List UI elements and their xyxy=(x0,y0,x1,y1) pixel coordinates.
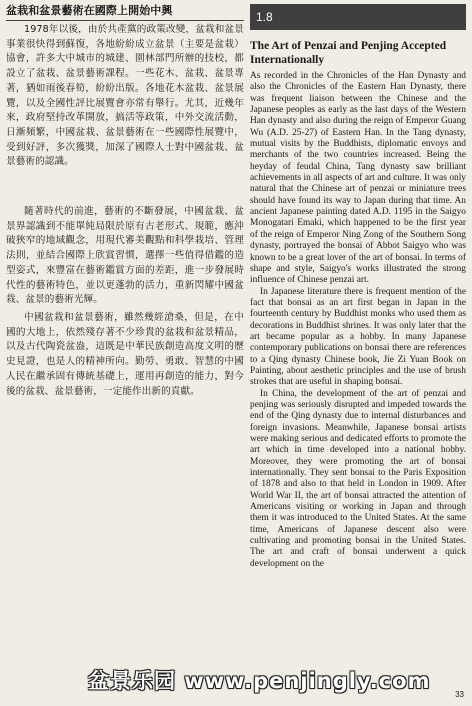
page-number: 33 xyxy=(455,690,464,699)
section-number-bar: 1.8 xyxy=(250,4,466,30)
english-text-column xyxy=(250,4,466,694)
english-paragraph-1: As recorded in the Chronicles of the Han Dynasty and also the Chronicles of the Eastern Han Dynasty, there was frequent liaison between the Chinese and the Japanese peoples as early as the last days of the Western Han dynasty and also during the reign of Emperor Guang Wu (A.D. 25-27) of Eastern Han. In the Tang dynasty, mutual visits by the Buddhists, diplomatic envoys and merchants of the two countries increased. Being the heyday of feudal China, Tang dynasty saw brilliant achievements in all aspects of art and culture. It was only natural that the Chinese art of penzai or miniature trees should have found its way to Japan during that time. An ancient Japanese painting dated A.D. 1195 in the Saigyo Monogatari Emaki, which happened to be the first year of the reign of Emperor Ning Zong of the Southern Song dynasty, portrayed the bonsai of Abbot Saigyo who was known to be a great lover of the art of bonsai. In terms of shape and style, Saigyo's works illustrated the strong influence of Chinese penzai art. xyxy=(250,71,466,286)
chinese-heading: 盆栽和盆景藝術在國際上開始中興 xyxy=(6,4,244,21)
chinese-paragraph-1: 1978年以後，由於共產黨的政策改變，盆栽和盆景事業很快得到蘇復，各地紛紛成立盆景（主要是盆栽）協會，許多大中城市的城建、園林部門所辦的技校，都設立了盆栽、盆景藝術課程。一些花木、盆栽、盆景專著，猶如雨後春筍，紛紛出版。各地花木盆栽、盆景展覽，以及全國性評比展覽會亦常有舉行。尤其，近幾年來，政府堅持改革開放，搞活等政策，中外交流活動，日漸頻繁，中國盆栽、盆景藝術在一些國際性展覽中，受到好評，多次獲獎，加深了國際人士對中國盆栽、盆景藝術的認識。 xyxy=(6,24,244,168)
english-heading: The Art of Penzai and Penjing Accepted Internationally xyxy=(250,40,447,66)
site-watermark: 盆景乐园 www.penjingly.com xyxy=(88,669,431,693)
english-paragraph-3: In China, the development of the art of penzai and penjing was seriously disrupted and impeded towards the end of the Qing dynasty due to internal disturbances and foreign invasions. Meanwhile, Japanese bonsai artists were making serious and dedicated efforts to promote the art which in time developed into a national hobby. Moreover, they were promoting the art of bonsai internationally. They sent bonsai to the Paris Exposition of 1878 and also to that held in London in 1909. After World War II, the art of bonsai attracted the attention of Americans visiting or working in Japan and through them it was introduced to the United States. At the same time, Americans of Japanese descent also were cultivating and promoting bonsai in the United States. The art and craft of bonsai underwent a quick development on the xyxy=(250,388,466,569)
chinese-paragraph-3: 中國盆栽和盆景藝術，雖然幾經滄桑，但是，在中國的大地上，依然殘存著不少珍貴的盆栽和盆景精品，以及古代陶瓷盆盎，這既是中華民族創造高度文明的歷史見證，也是人的精神所向。勤勞、勇敢、智慧的中國人民在繼承固有傳統基礎上，運用再創造的能力，對今後的盆栽、盆景藝術，一定能作出新的貢獻。 xyxy=(6,312,244,397)
chinese-paragraph-2: 隨著時代的前進，藝術的不斷發展，中國盆栽、盆景界認識到不能單純局限於原有古老形式、規範，應沖破狹窄的地域觀念，用現代審美觀點和科學栽培、管理法則，並結合國際上欣賞習慣，選擇一些值得借鑑的造型姿式，來豐富在藝術鑑賞方面的差距，進一步發展時代性的藝術特色，並以更蓬勃的活力，重新閃耀中國盆栽、盆景的藝術光輝。 xyxy=(6,206,244,306)
chinese-text-column xyxy=(6,4,244,690)
english-body xyxy=(250,71,466,570)
english-paragraph-2: In Japanese literature there is frequent mention of the fact that bonsai as an art first began in Japan in the fourteenth century by Buddhist monks who used them as decorations in Buddhist shrines. It was only later that the art became popular as a hobby. In many Japanese contemporary publications on bonsai there are references to a Qing dynasty Chinese book, Jie Zi Yuan Book on Painting, about aesthetic principles and the use of brush strokes that are useful in shaping bonsai. xyxy=(250,286,466,388)
